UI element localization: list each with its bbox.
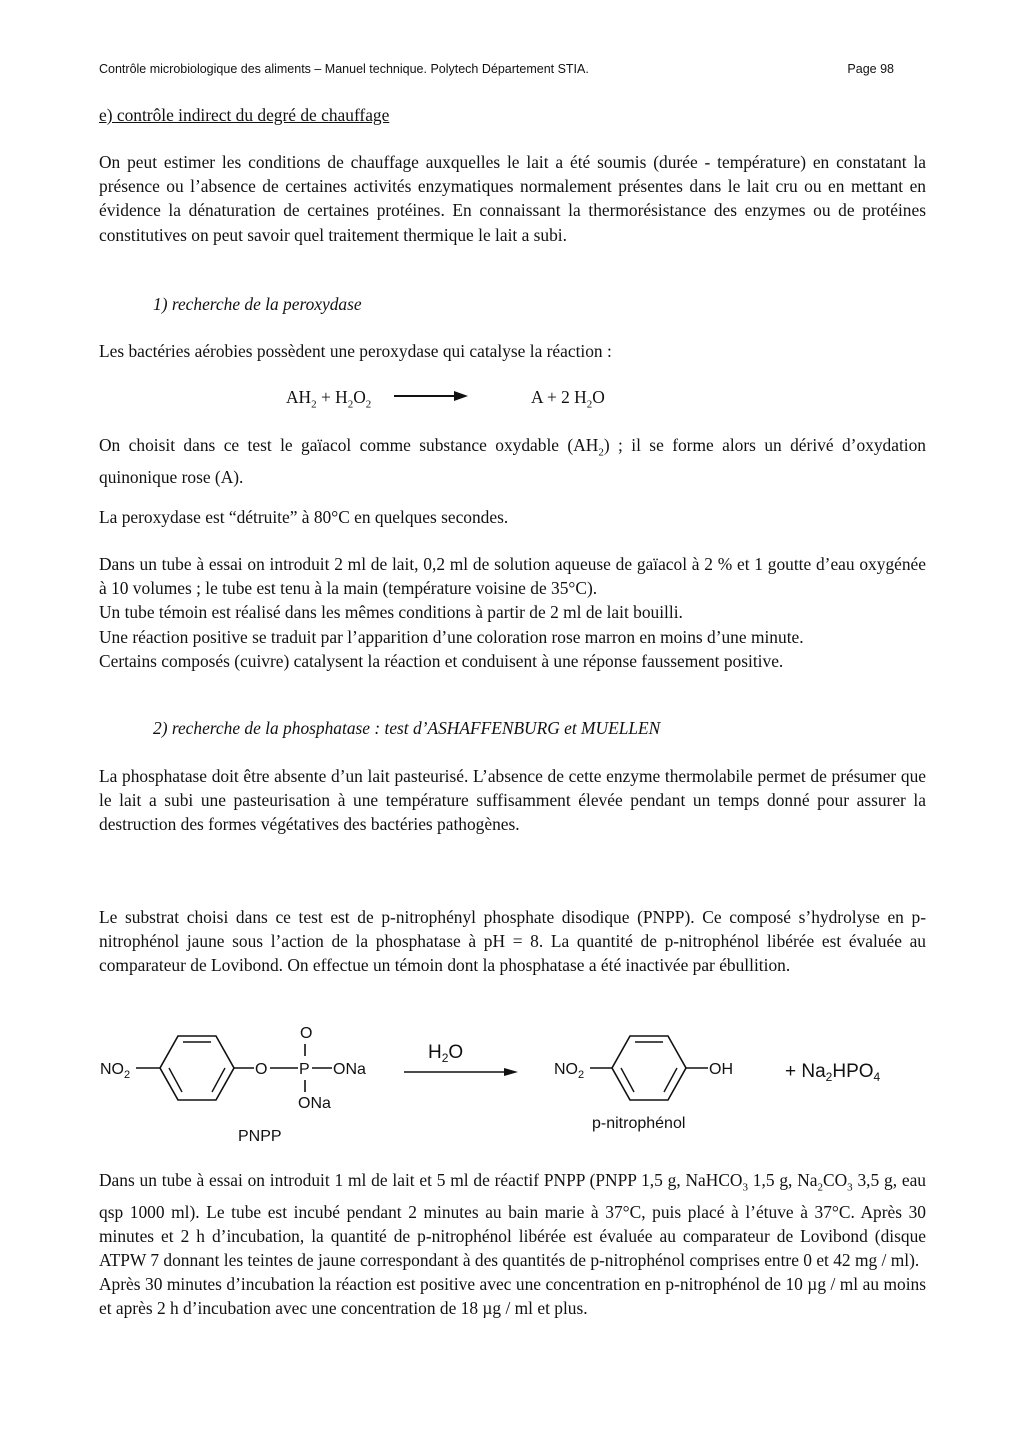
subsection-title-peroxydase [153, 292, 933, 316]
no2-group-left: $NO_2$ [100, 1061, 131, 1081]
page-number: Page 98 [847, 62, 894, 76]
phosphorus-atom: P [299, 1061, 310, 1078]
paragraph-line: Une réaction positive se traduit par l’apparition d’une coloration rose marron en moins d’une minute. [99, 626, 804, 647]
procedure-paragraph [99, 1168, 926, 1321]
section-title [99, 103, 926, 127]
equation-subscript: 2 [365, 398, 372, 411]
text-part: CO [822, 1170, 848, 1190]
paragraph-text: La phosphatase doit être absente d’un lait pasteurisé. L’absence de cette enzyme thermolabile permet de présumer que le lait a subi une pasteurisation à une température suffisamment élevée pendant un temps donné pour assurer la destruction des formes végétatives des bactéries pathogènes. [99, 766, 926, 835]
paragraph-text: Le substrat choisi dans ce test est de p-nitrophényl phosphate disodique (PNPP). Ce composé s’hydrolyse en p-nitrophénol jaune sous l’action de la phosphatase à pH = 8. La quantité de p-nitrophénol libérée est évaluée au comparateur de Lovibond. On effectue un témoin dont la phosphatase a été inactivée par ébullition. [99, 907, 926, 976]
equation-ah: AH [286, 387, 312, 407]
phosphatase-paragraph-1 [99, 764, 926, 837]
paragraph-text: Les bactéries aérobies possèdent une peroxydase qui catalyse la réaction : [99, 341, 612, 361]
peroxydase-paragraph-2 [99, 433, 926, 489]
equation-left-side [286, 385, 371, 416]
paragraph-text [99, 1168, 926, 1272]
peroxydase-paragraph-3 [99, 505, 926, 529]
text-part: Na [797, 1170, 818, 1190]
paragraph-line: Dans un tube à essai on introduit 2 ml de lait, 0,2 ml de solution aqueuse de gaïacol à 2 % et 1 goutte d’eau oxygénée à 10 volumes ; le tube est tenu à la main (température voisine de 35°C). [99, 554, 926, 599]
text-part: 1,5 g, [748, 1170, 793, 1190]
text-part: ) ; il se forme alors un dérivé d’oxydation quinonique rose (A). [99, 435, 927, 487]
equation-o: O [353, 387, 366, 407]
water-label: $H_2O$ [428, 1042, 464, 1065]
text-subscript: 2 [817, 1181, 823, 1194]
subsection-title-phosphatase [153, 716, 933, 740]
peroxydase-paragraph-4 [99, 552, 926, 673]
equation-h: + H [316, 387, 348, 407]
equation-subscript: 2 [586, 398, 593, 411]
section-title-text: e) contrôle indirect du degré de chauffage [99, 105, 390, 125]
paragraph-line: Un tube témoin est réalisé dans les mêmes conditions à partir de 2 ml de lait bouilli. [99, 602, 683, 623]
reaction-arrow-icon [392, 388, 472, 408]
intro-text: On peut estimer les conditions de chauffage auxquelles le lait a été soumis (durée - température) en constatant la présence ou l’absence de certaines activités enzymatiques normalement présentes dans le lait cru ou en mettant en évidence la dénaturation de certaines protéines. En connaissant la thermorésistance des enzymes ou de protéines constitutives on peut savoir quel traitement thermique le lait a subi. [99, 152, 926, 245]
phosphatase-paragraph-2 [99, 905, 926, 978]
subsection-title-text: 2) recherche de la phosphatase : test d’ASHAFFENBURG et MUELLEN [153, 718, 661, 738]
benzene-ring-nitrophenol [612, 1036, 686, 1100]
hydroxyl-group: OH [709, 1061, 733, 1078]
text-part: 3,5 g, eau qsp 1000 ml). Le tube est incubé pendant 2 minutes au bain marie à 37°C, puis placé à l’étuve à 37°C. Après 30 minutes et 2 h d’incubation, la quantité de p-nitrophénol libérée est évaluée au comparateur de Lovibond (disque ATPW 7 donnant les teintes de jaune correspondant à des quantités de p-nitrophénol comprises entre 0 et 42 mg / ml). [99, 1170, 926, 1271]
benzene-ring-pnpp [160, 1036, 234, 1100]
text-part: On choisit dans ce test le gaïacol comme substance oxydable (AH [99, 435, 599, 455]
ona-group-bottom: ONa [298, 1095, 331, 1112]
text-subscript: 3 [847, 1181, 853, 1194]
hydrolysis-scheme [0, 1010, 1024, 1150]
paragraph-line: Certains composés (cuivre) catalysent la réaction et conduisent à une réponse faussement positive. [99, 650, 784, 671]
equation-rhs: A + 2 H [531, 387, 587, 407]
nitrophenol-label: p-nitrophénol [592, 1115, 686, 1132]
equation-subscript: 2 [347, 398, 354, 411]
paragraph-text: La peroxydase est “détruite” à 80°C en quelques secondes. [99, 507, 509, 527]
equation-right-side [531, 385, 605, 416]
phosphoryl-oxygen: O [300, 1025, 313, 1042]
byproduct-formula: + $Na_2HPO_4$ [785, 1061, 881, 1084]
intro-paragraph [99, 150, 926, 247]
text-subscript: 2 [598, 446, 604, 459]
paragraph-text [99, 433, 926, 489]
no2-group-right: $NO_2$ [554, 1061, 585, 1081]
pnpp-label: PNPP [238, 1128, 282, 1145]
paragraph-text: Après 30 minutes d’incubation la réaction est positive avec une concentration en p-nitrophénol de 10 µg / ml au moins et après 2 h d’incubation avec une concentration de 18 µg / ml et plus. [99, 1274, 926, 1319]
subsection-title-text: 1) recherche de la peroxydase [153, 294, 362, 314]
equation-rhs-o: O [592, 387, 605, 407]
header-title: Contrôle microbiologique des aliments – Manuel technique. Polytech Département STIA. [99, 62, 589, 76]
bridge-oxygen: O [255, 1061, 268, 1078]
text-part: Dans un tube à essai on introduit 1 ml de lait et 5 ml de réactif PNPP (PNPP 1,5 g, NaHCO [99, 1170, 743, 1190]
peroxydase-paragraph-1 [99, 339, 926, 363]
ona-group-right: ONa [333, 1061, 366, 1078]
equation-subscript: 2 [311, 398, 317, 411]
text-subscript: 3 [742, 1181, 748, 1194]
